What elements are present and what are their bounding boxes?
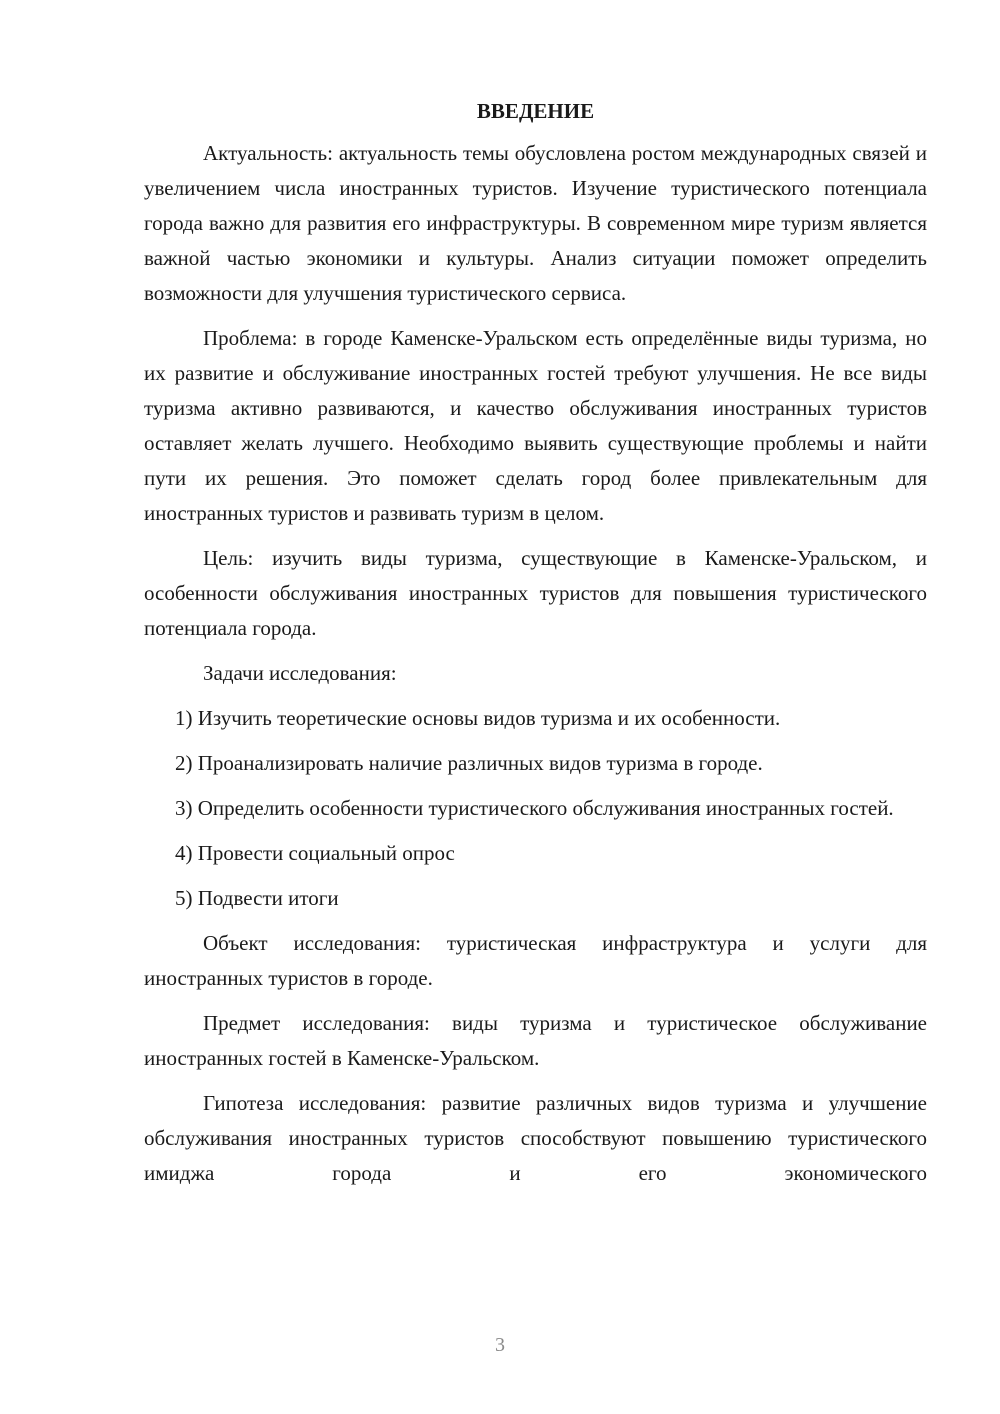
section-heading: ВВЕДЕНИЕ bbox=[476, 99, 595, 123]
task-item: 3) Определить особенности туристического обслуживания иностранных гостей. bbox=[175, 796, 894, 820]
task-item: 5) Подвести итоги bbox=[175, 886, 339, 910]
task-item: 1) Изучить теоретические основы видов туризма и их особенности. bbox=[175, 706, 781, 730]
hypothesis-paragraph: Гипотеза исследования: развитие различных видов туризма и улучшение обслуживания иностранных туристов способствуют повышению туристического имиджа города и его экономического bbox=[144, 1091, 927, 1185]
document-page bbox=[144, 94, 927, 1191]
task-item: 2) Проанализировать наличие различных видов туризма в городе. bbox=[175, 751, 763, 775]
task-item: 4) Провести социальный опрос bbox=[175, 841, 455, 865]
problem-paragraph: Проблема: в городе Каменске-Уральском есть определённые виды туризма, но их развитие и обслуживание иностранных гостей требуют улучшения. Не все виды туризма активно развиваются, и качество обслуживания иностранных туристов оставляет желать лучшего. Необходимо выявить существующие проблемы и найти пути их решения. Это поможет сделать город более привлекательным для иностранных туристов и развивать туризм в целом. bbox=[144, 326, 927, 525]
relevance-paragraph: Актуальность: актуальность темы обусловлена ростом международных связей и увеличением числа иностранных туристов. Изучение туристического потенциала города важно для развития его инфраструктуры. В современном мире туризм является важной частью экономики и культуры. Анализ ситуации поможет определить возможности для улучшения туристического сервиса. bbox=[144, 141, 927, 305]
goal-paragraph: Цель: изучить виды туризма, существующие в Каменске-Уральском, и особенности обслуживания иностранных туристов для повышения туристического потенциала города. bbox=[144, 546, 927, 640]
object-paragraph: Объект исследования: туристическая инфраструктура и услуги для иностранных туристов в городе. bbox=[144, 931, 927, 990]
tasks-title: Задачи исследования: bbox=[203, 661, 397, 685]
page-number: 3 bbox=[495, 1334, 505, 1356]
subject-paragraph: Предмет исследования: виды туризма и туристическое обслуживание иностранных гостей в Каменске-Уральском. bbox=[144, 1011, 927, 1070]
